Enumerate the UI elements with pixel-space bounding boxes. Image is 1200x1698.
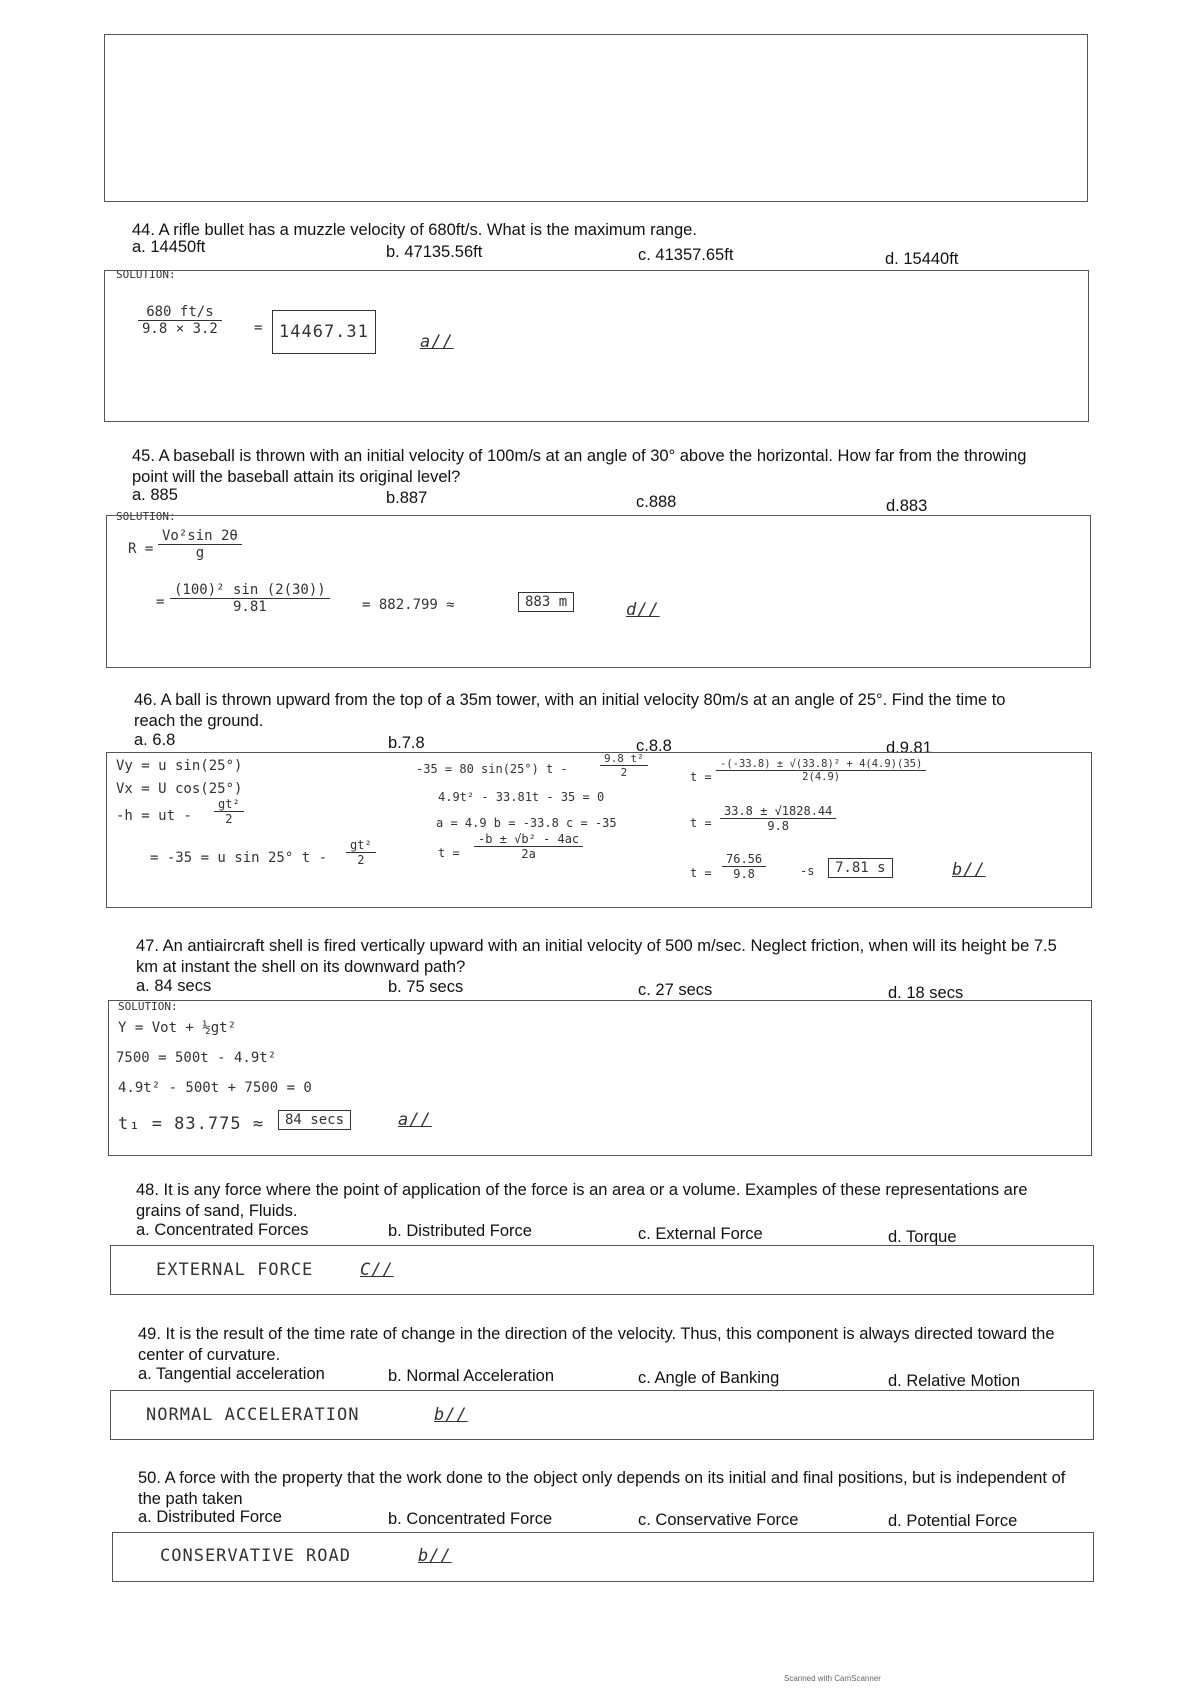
q44-fraction: $\frac{680 ft/s}{9.8 \times 3.2}$ bbox=[138, 304, 222, 337]
empty-answer-box bbox=[104, 34, 1088, 202]
q48-answer-mark: C// bbox=[360, 1260, 394, 1280]
q46-solution-box bbox=[106, 752, 1092, 908]
q45-substitution-equals: = bbox=[156, 594, 165, 610]
q47-solution-label: SOLUTION: bbox=[118, 1000, 178, 1013]
q47-line1: Y = Vot + ½gt² bbox=[118, 1020, 237, 1036]
q46-option-b: b.7.8 bbox=[388, 734, 425, 752]
q48-option-d: d. Torque bbox=[888, 1228, 957, 1246]
q49-option-d: d. Relative Motion bbox=[888, 1372, 1021, 1390]
q47-result: 84 secs bbox=[278, 1110, 351, 1130]
q47-line2: 7500 = 500t - 4.9t² bbox=[116, 1050, 277, 1066]
q46-qf-frac: $\frac{\text{-b ± √b² - 4ac}}{2a}$ bbox=[474, 832, 583, 861]
q50-option-d: d. Potential Force bbox=[888, 1512, 1018, 1530]
q44-option-d: d. 15440ft bbox=[885, 250, 959, 268]
q48-option-c: c. External Force bbox=[638, 1225, 763, 1243]
q46-option-a: a. 6.8 bbox=[134, 731, 176, 749]
q45-option-c: c.888 bbox=[636, 493, 677, 511]
q47-option-a: a. 84 secs bbox=[136, 977, 212, 995]
q45-result: 883 m bbox=[518, 592, 574, 612]
q46-option-d: d.9.81 bbox=[886, 739, 932, 757]
q46-mid-frac: $\frac{\text{9.8 t²}}{2}$ bbox=[600, 752, 648, 779]
q49-option-a: a. Tangential acceleration bbox=[138, 1365, 325, 1383]
question-49-text: 49. It is the result of the time rate of change in the direction of the velocity. Thus, this component is always directed toward the center of curvature. bbox=[138, 1325, 1055, 1364]
question-48-text: 48. It is any force where the point of application of the force is an area or a volume. Examples of these representations are grains of sand, Fluids. bbox=[136, 1181, 1028, 1220]
q46-coefficients: a = 4.9 b = -33.8 c = -35 bbox=[436, 816, 617, 830]
q50-answer-mark: b// bbox=[418, 1546, 452, 1566]
q46-right-s: -s bbox=[800, 864, 815, 878]
q50-answer-text: CONSERVATIVE ROAD bbox=[160, 1546, 351, 1566]
q47-line4: t₁ = 83.775 ≈ bbox=[118, 1114, 265, 1134]
q49-option-b: b. Normal Acceleration bbox=[388, 1367, 554, 1385]
q46-answer-mark: b// bbox=[952, 860, 986, 880]
q46-right-frac1: $\frac{\text{-(-33.8) ± √(33.8)² + 4(4.9)(35)}}{2(4.9)}$ bbox=[716, 758, 926, 783]
q46-sub-eq: = -35 = u sin 25° t - bbox=[150, 850, 328, 866]
q46-qf-t: t = bbox=[438, 846, 460, 860]
q46-result: 7.81 s bbox=[828, 858, 893, 878]
q46-right-frac2: $\frac{33.8 \pm √1828.44}{9.8}$ bbox=[720, 804, 836, 833]
q46-h-eq: -h = ut - bbox=[116, 808, 192, 824]
q50-option-a: a. Distributed Force bbox=[138, 1508, 282, 1526]
question-45-text: 45. A baseball is thrown with an initial velocity of 100m/s at an angle of 30° above the horizontal. How far from the throwing point will the baseball attain its original level? bbox=[132, 447, 1027, 486]
q45-formula-fraction: $\frac{\text{Vo²sin 2θ}}{g}$ bbox=[158, 528, 242, 561]
q45-solution-label: SOLUTION: bbox=[116, 510, 176, 523]
q44-option-b: b. 47135.56ft bbox=[386, 243, 483, 261]
q50-option-c: c. Conservative Force bbox=[638, 1511, 799, 1529]
question-47-text: 47. An antiaircraft shell is fired vertically upward with an initial velocity of 500 m/sec. Neglect friction, when will its height be 7.5 km at instant the shell on its downward path? bbox=[136, 937, 1057, 976]
q47-answer-mark: a// bbox=[398, 1110, 432, 1130]
q44-answer-mark: a// bbox=[420, 332, 454, 352]
q46-right-t3: t = bbox=[690, 866, 712, 880]
question-50-text: 50. A force with the property that the work done to the object only depends on its initial and final positions, but is independent of the path taken bbox=[138, 1469, 1066, 1508]
q45-option-a: a. 885 bbox=[132, 486, 178, 504]
q45-option-d: d.883 bbox=[886, 497, 928, 515]
q46-right-frac3: $\frac{76.56}{9.8}$ bbox=[722, 852, 766, 881]
q45-substitution-fraction: $\frac{\text{(100)² sin (2(30))}}{9.81}$ bbox=[170, 582, 330, 615]
q45-approx: = 882.799 ≈ bbox=[362, 597, 455, 613]
q49-answer-mark: b// bbox=[434, 1405, 468, 1425]
q49-option-c: c. Angle of Banking bbox=[638, 1369, 780, 1387]
q45-answer-mark: d// bbox=[626, 600, 660, 620]
q49-answer-text: NORMAL ACCELERATION bbox=[146, 1405, 360, 1425]
q46-vy: Vy = u sin(25°) bbox=[116, 758, 243, 774]
q46-sub-frac: $\frac{\text{gt²}}{2}$ bbox=[346, 838, 376, 867]
q46-vx: Vx = U cos(25°) bbox=[116, 781, 243, 797]
q48-option-b: b. Distributed Force bbox=[388, 1222, 532, 1240]
q48-answer-text: EXTERNAL FORCE bbox=[156, 1260, 314, 1280]
q44-option-a: a. 14450ft bbox=[132, 238, 206, 256]
q47-option-d: d. 18 secs bbox=[888, 984, 964, 1002]
q44-solution-label: SOLUTION: bbox=[116, 268, 176, 281]
q44-option-c: c. 41357.65ft bbox=[638, 246, 734, 264]
q47-option-c: c. 27 secs bbox=[638, 981, 713, 999]
question-44-text: 44. A rifle bullet has a muzzle velocity of 680ft/s. What is the maximum range. bbox=[132, 221, 697, 239]
q47-option-b: b. 75 secs bbox=[388, 978, 464, 996]
q44-equals: = bbox=[254, 320, 263, 336]
q46-option-c: c.8.8 bbox=[636, 737, 672, 755]
scanner-watermark: Scanned with CamScanner bbox=[784, 1674, 881, 1683]
q46-right-t1: t = bbox=[690, 770, 712, 784]
q46-mid-eq: -35 = 80 sin(25°) t - bbox=[416, 762, 568, 776]
q45-option-b: b.887 bbox=[386, 489, 428, 507]
q50-option-b: b. Concentrated Force bbox=[388, 1510, 553, 1528]
q45-formula-r: R = bbox=[128, 541, 154, 557]
q44-result: 14467.31 bbox=[272, 310, 376, 354]
q47-line3: 4.9t² - 500t + 7500 = 0 bbox=[118, 1080, 312, 1096]
q46-h-frac: $\frac{\text{gt²}}{2}$ bbox=[214, 797, 244, 826]
q48-option-a: a. Concentrated Forces bbox=[136, 1221, 309, 1239]
q46-quadratic: 4.9t² - 33.81t - 35 = 0 bbox=[438, 790, 605, 804]
q46-right-t2: t = bbox=[690, 816, 712, 830]
q44-solution-box bbox=[104, 270, 1089, 422]
question-46-text: 46. A ball is thrown upward from the top of a 35m tower, with an initial velocity 80m/s at an angle of 25°. Find the time to reach the ground. bbox=[134, 691, 1006, 730]
